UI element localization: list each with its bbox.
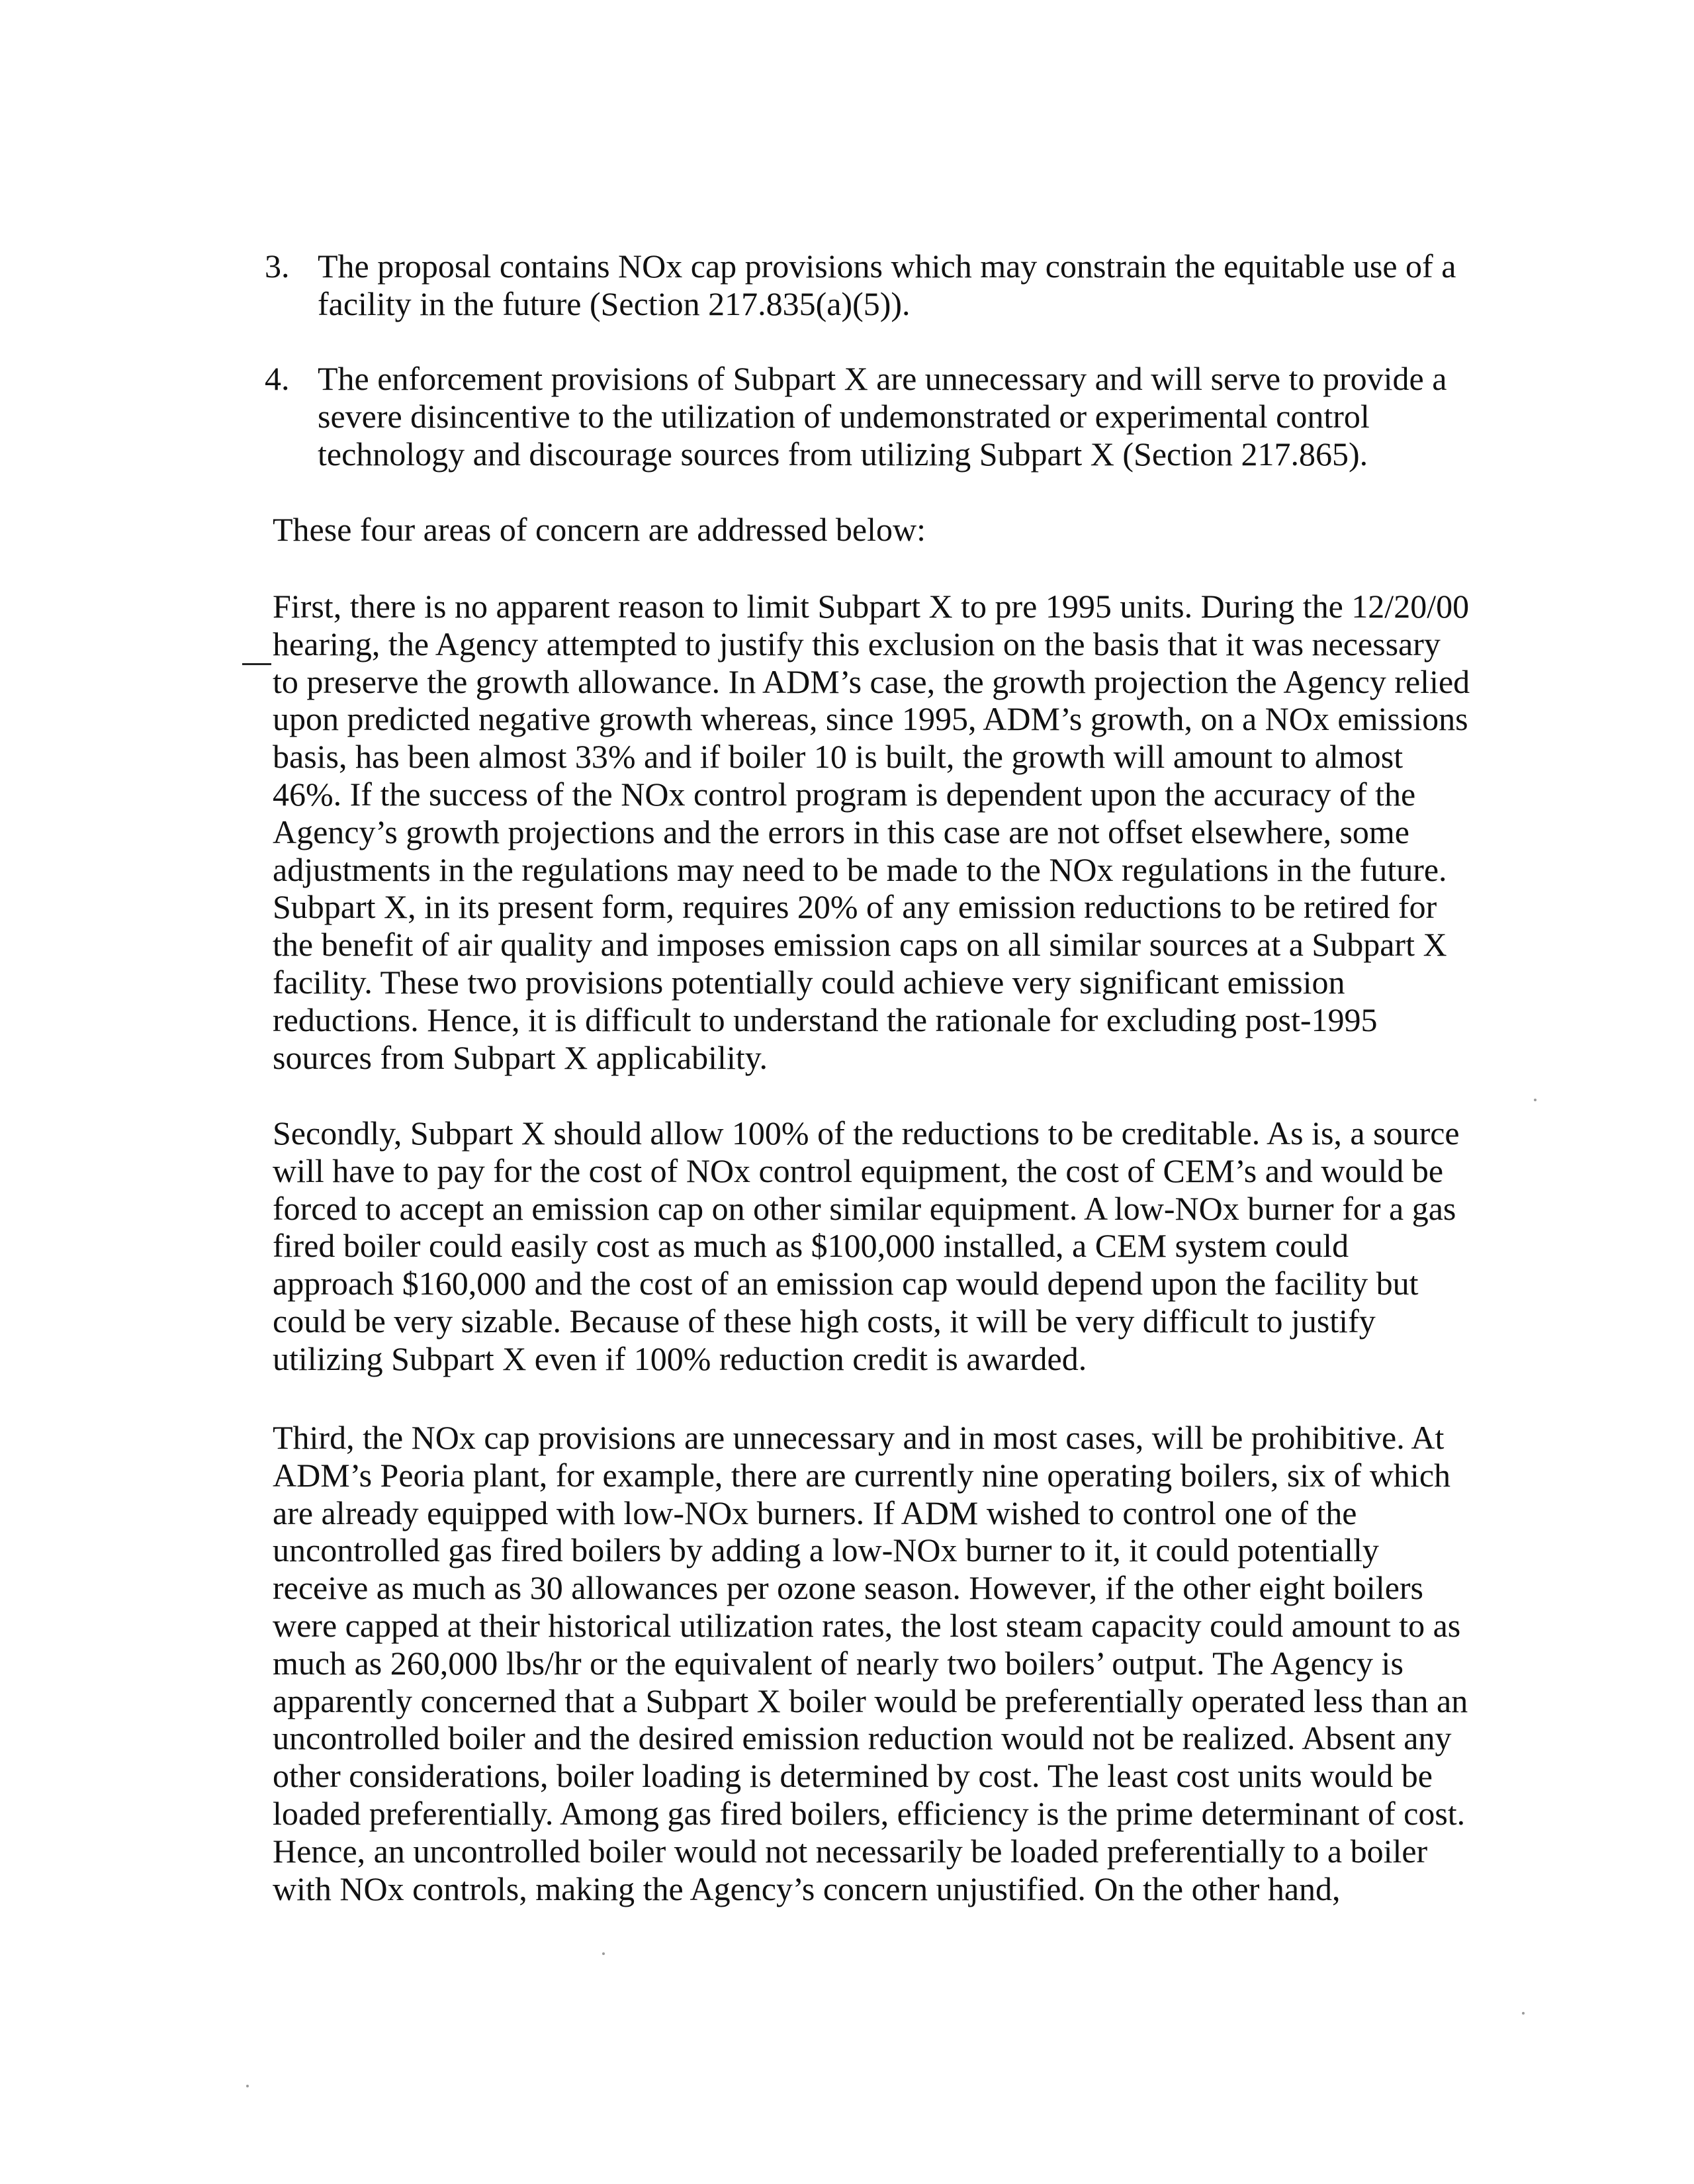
paragraph-second: Secondly, Subpart X should allow 100% of the reductions to be creditable. As is, a source will have to pay for the cost of NOx control equipment, the cost of CEM’s and would be forced to accept an emission cap on other similar equipment. A low-NOx burner for a gas fired boiler could easily cost as much as $100,000 installed, a CEM system could approach $160,000 and the cost of an emission cap would depend upon the facility but could be very sizable. Because of these high costs, it will be very difficult to justify utilizing Subpart X even if 100% reduction credit is awarded. — [273, 1115, 1460, 1377]
margin-pen-mark — [242, 663, 271, 665]
list-item-number: 3. — [265, 248, 290, 285]
scan-speck — [602, 1952, 605, 1955]
list-item-text: The proposal contains NOx cap provisions which may constrain the equitable use of a facility in the future (Section 217.835(a)(5)). — [318, 248, 1456, 322]
list-item-number: 4. — [265, 360, 290, 397]
scan-speck — [1534, 1099, 1537, 1101]
scan-speck — [246, 2085, 249, 2087]
scan-speck — [1522, 2012, 1525, 2015]
paragraph-third: Third, the NOx cap provisions are unnecessary and in most cases, will be prohibitive. At ADM’s Peoria plant, for example, there are currently nine operating boilers, six of which are already equipped with low-NOx burners. If ADM wished to control one of the uncontrolled gas fired boilers by adding a low-NOx burner to it, it could potentially receive as much as 30 allowances per ozone season. However, if the other eight boilers were capped at their historical utilization rates, the lost steam capacity could amount to as much as 260,000 lbs/hr or the equivalent of nearly two boilers’ output. The Agency is apparently concerned that a Subpart X boiler would be preferentially operated less than an uncontrolled boiler and the desired emission reduction would not be realized. Absent any other considerations, boiler loading is determined by cost. The least cost units would be loaded preferentially. Among gas fired boilers, efficiency is the prime determinant of cost. Hence, an uncontrolled boiler would not necessarily be loaded preferentially to a boiler with NOx controls, making the Agency’s concern unjustified. On the other hand, — [273, 1419, 1468, 1907]
paragraph-intro: These four areas of concern are addressed below: — [273, 511, 926, 548]
list-item-text: The enforcement provisions of Subpart X are unnecessary and will serve to provide a severe disincentive to the utilization of undemonstrated or experimental control technology and discourage sources from utilizing Subpart X (Section 217.865). — [318, 360, 1447, 473]
paragraph-first: First, there is no apparent reason to limit Subpart X to pre 1995 units. During the 12/20/00 hearing, the Agency attempted to justify this exclusion on the basis that it was necessary to preserve the growth allowance. In ADM’s case, the growth projection the Agency relied upon predicted negative growth whereas, since 1995, ADM’s growth, on a NOx emissions basis, has been almost 33% and if boiler 10 is built, the growth will amount to almost 46%. If the success of the NOx control program is dependent upon the accuracy of the Agency’s growth projections and the errors in this case are not offset elsewhere, some adjustments in the regulations may need to be made to the NOx regulations in the future. Subpart X, in its present form, requires 20% of any emission reductions to be retired for the benefit of air quality and imposes emission caps on all similar sources at a Subpart X facility. These two provisions potentially could achieve very significant emission reductions. Hence, it is difficult to understand the rationale for excluding post-1995 sources from Subpart X applicability. — [273, 588, 1470, 1076]
